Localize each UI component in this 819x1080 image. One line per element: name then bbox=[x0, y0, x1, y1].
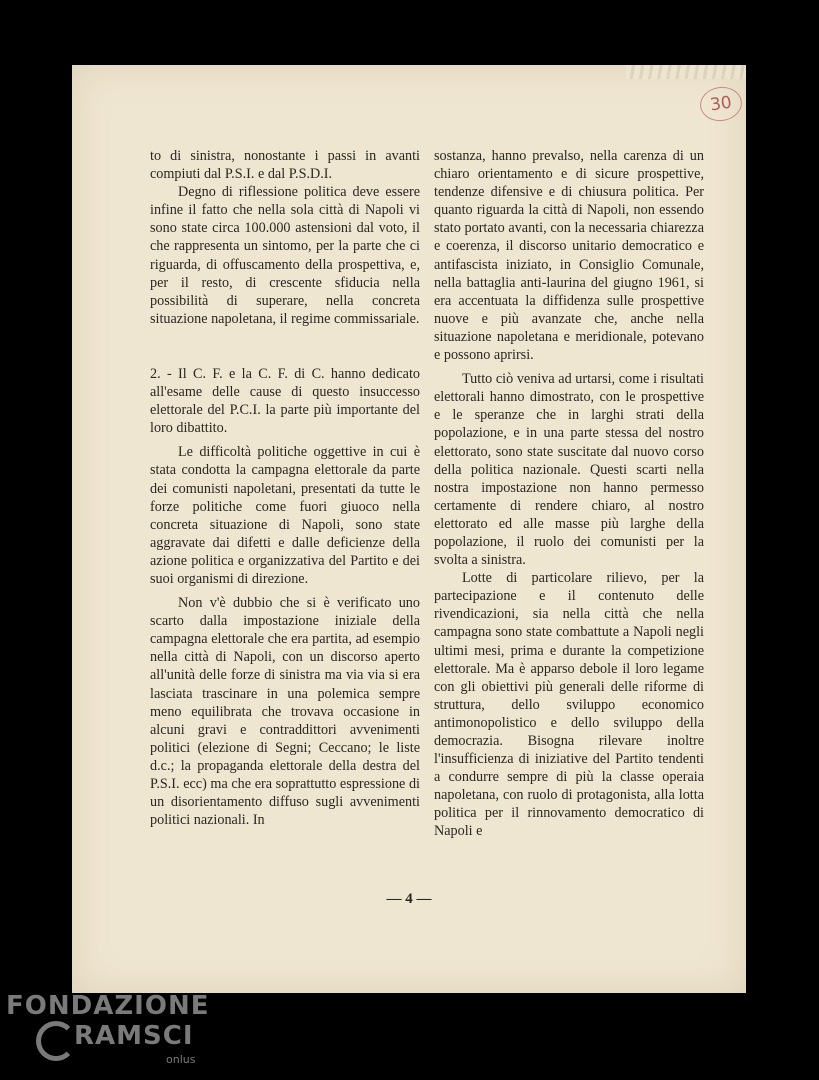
g-logo-icon bbox=[36, 1021, 76, 1061]
paragraph: Tutto ciò veniva ad urtarsi, come i risultati elettorali hanno dimostrato, con le prospettive e le speranze che in larghi strati della popolazione, e in una parte stessa del nostro elettorato, sono state suscitate dal nuovo corso della politica nazionale. Questi scarti nella nostra impostazione non hanno permesso certamente di rendere chiaro, al nostro elettorato ed alle masse più larghe della popolazione, il ruolo dei comunisti per la svolta a sinistra. bbox=[434, 371, 704, 569]
watermark-line3: onlus bbox=[166, 1053, 196, 1066]
torn-edge bbox=[626, 65, 746, 79]
paragraph: Le difficoltà politiche oggettive in cui è stata condotta la campagna elettorale da parte dei comunisti napoletani, presentati da tutte le forze politiche come fuori giuoco nella concreta situazione di Napoli, sono state aggravate dai difetti e dalle deficienze della azione politica e organizzativa del Partito e dei suoi organismi di direzione. bbox=[150, 444, 420, 587]
document-page bbox=[72, 65, 746, 993]
right-column bbox=[434, 147, 704, 841]
paragraph: Degno di riflessione politica deve essere infine il fatto che nella sola città di Napoli vi sono state circa 100.000 astensioni dal voto, il che rappresenta un sintomo, per la parte che ci riguarda, di offuscamento della prospettiva, e, per il resto, di crescente sfiducia nella possibilità di superare, nella concreta situazione napoletana, il regime commissariale. bbox=[150, 184, 420, 327]
left-column bbox=[150, 147, 420, 829]
archive-page-mark: 30 bbox=[698, 84, 744, 124]
fondazione-gramsci-watermark bbox=[6, 991, 210, 1071]
paragraph: to di sinistra, nonostante i passi in avanti compiuti dal P.S.I. e dal P.S.D.I. bbox=[150, 148, 420, 183]
watermark-line2: RAMSCI bbox=[74, 1021, 194, 1051]
paragraph: sostanza, hanno prevalso, nella carenza di un chiaro orientamento e di sicure prospettive, tendenze difensive e di chiusura politica. Per quanto riguarda la città di Napoli, non essendo stato portato avanti, con la necessaria chiarezza e coerenza, il discorso unitario democratico e antifascista iniziato, in Consiglio Comunale, nella battaglia anti-laurina del giugno 1961, si era accentuata la diffidenza sulle prospettive nuove e più avanzate che, anche nella situazione napoletana e meridionale, potevano e possono aprirsi. bbox=[434, 148, 704, 364]
watermark-line1: FONDAZIONE bbox=[6, 991, 210, 1021]
paragraph: Lotte di particolare rilievo, per la partecipazione e il contenuto delle rivendicazioni, sia nella città che nella campagna sono state combattute a Napoli negli ultimi mesi, prima e durante la competizione elettorale. Ma è apparso debole il loro legame con gli obiettivi più generali delle riforme di struttura, dello sviluppo economico antimonopolistico e dello sviluppo della democrazia. Bisogna rilevare inoltre l'insufficienza di iniziative del Partito tendenti a condurre sempre di più la classe operaia napoletana, con ruolo di protagonista, alla lotta politica per il rinnovamento democratico di Napoli e bbox=[434, 570, 704, 840]
section-2-paragraph: 2. - Il C. F. e la C. F. di C. hanno dedicato all'esame delle cause di questo insuccesso elettorale del P.C.I. la parte più importante del loro dibattito. bbox=[150, 365, 420, 437]
page-number: — 4 — bbox=[386, 891, 432, 907]
paragraph: Non v'è dubbio che si è verificato uno scarto dalla impostazione iniziale della campagna elettorale che era partita, ad esempio nella città di Napoli, con un discorso aperto all'unità delle forze di sinistra ma via via si era lasciata trascinare in una polemica sempre meno equilibrata che trovava occasione in alcuni gravi e contraddittori avvenimenti politici (elezione di Segni; Ceccano; le liste d.c.; la propaganda elettorale della destra del P.S.I. ecc) ma che era soprattutto espressione di un disorientamento diffuso sugli avvenimenti politici nazionali. In bbox=[150, 595, 420, 829]
